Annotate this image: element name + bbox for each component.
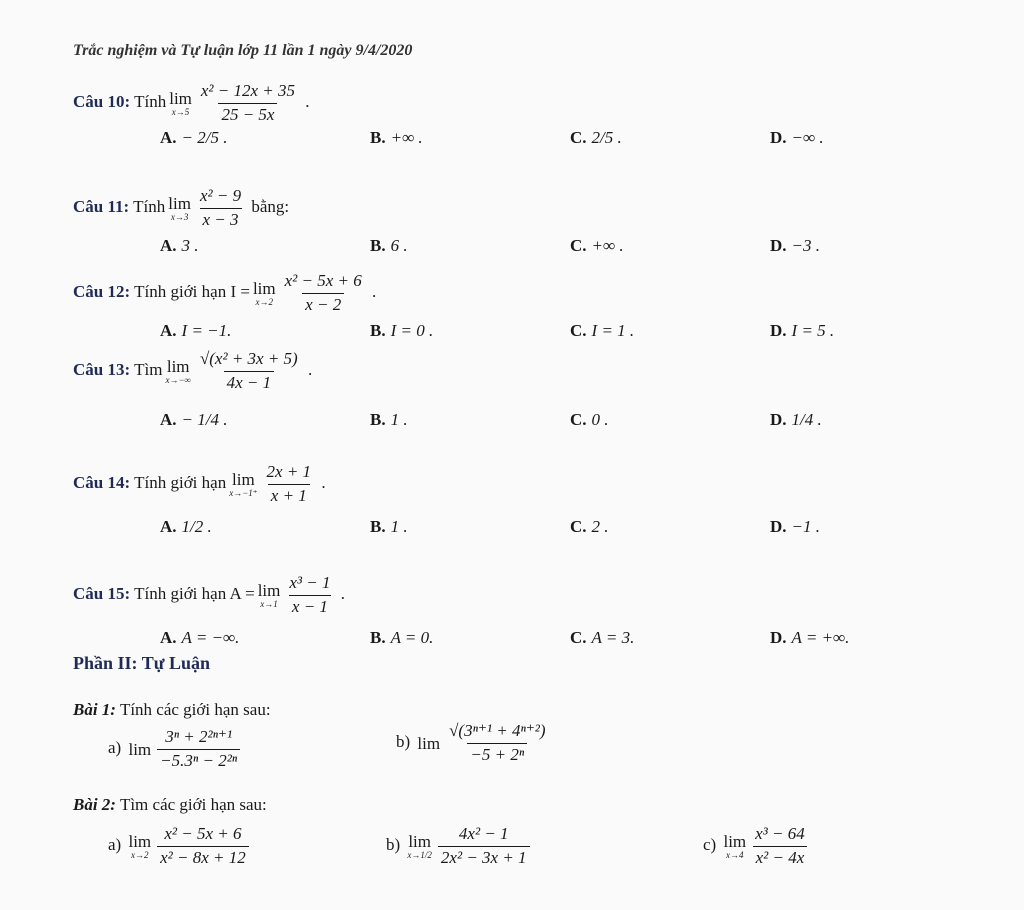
fraction bbox=[286, 574, 333, 616]
option-value: −3 . bbox=[791, 236, 821, 255]
question-text: Tính giới hạn I = bbox=[134, 282, 250, 302]
option-key: D. bbox=[770, 410, 787, 429]
bai-2-c bbox=[703, 825, 811, 867]
numerator: 2x + 1 bbox=[266, 462, 312, 481]
lim-subscript: x→−1⁺ bbox=[229, 487, 258, 498]
question-label: Câu 15: bbox=[73, 584, 131, 604]
lim-subscript: x→2 bbox=[131, 849, 149, 860]
option-b[interactable] bbox=[370, 321, 433, 341]
option-b[interactable] bbox=[370, 517, 408, 537]
question-tail: . bbox=[301, 92, 310, 112]
question-label: Câu 11: bbox=[73, 197, 130, 217]
lim-subscript: x→3 bbox=[170, 211, 189, 222]
lim-word: lim bbox=[257, 580, 281, 600]
lim-subscript: x→4 bbox=[726, 849, 744, 860]
bai-2-a bbox=[108, 825, 252, 867]
limit-operator bbox=[128, 741, 151, 758]
option-key: A. bbox=[160, 517, 177, 536]
denominator: x² − 4x bbox=[753, 846, 808, 868]
limit-operator bbox=[229, 471, 257, 498]
bai-2-b bbox=[386, 825, 533, 867]
bai-1-heading: Bài 1: Tính các giới hạn sau: bbox=[73, 700, 271, 719]
option-d[interactable] bbox=[770, 517, 820, 537]
question-tail: . bbox=[367, 282, 377, 302]
option-key: A. bbox=[160, 128, 177, 147]
option-value: +∞ . bbox=[591, 236, 624, 255]
fraction bbox=[264, 463, 315, 505]
limit-operator bbox=[168, 195, 191, 222]
denominator: x + 1 bbox=[268, 484, 310, 506]
lim-subscript: x→5 bbox=[171, 106, 190, 117]
question-label: Câu 13: bbox=[73, 360, 131, 380]
option-key: C. bbox=[570, 410, 587, 429]
item-key: a) bbox=[108, 738, 126, 758]
bai-2-heading: Bài 2: Tìm các giới hạn sau: bbox=[73, 795, 267, 814]
denominator: 4x − 1 bbox=[224, 371, 275, 393]
question-15 bbox=[73, 574, 345, 616]
fraction bbox=[752, 825, 808, 867]
numerator: √(x² + 3x + 5) bbox=[199, 349, 298, 368]
numerator: x³ − 64 bbox=[755, 824, 805, 843]
fraction bbox=[197, 350, 301, 392]
option-c[interactable] bbox=[570, 321, 634, 341]
question-label: Câu 10: bbox=[73, 92, 131, 112]
option-value: 0 . bbox=[591, 410, 609, 429]
fraction bbox=[157, 825, 249, 867]
option-key: D. bbox=[770, 628, 787, 647]
option-b[interactable] bbox=[370, 628, 433, 648]
option-key: B. bbox=[370, 628, 386, 647]
lim-subscript: x→1/2 bbox=[407, 849, 432, 860]
lim-word: lim bbox=[166, 356, 190, 376]
option-d[interactable] bbox=[770, 236, 820, 256]
document-header: Trắc nghiệm và Tự luận lớp 11 lần 1 ngày 9/4/2020 bbox=[73, 42, 413, 59]
item-key: b) bbox=[396, 732, 415, 752]
question-tail: . bbox=[317, 473, 326, 493]
option-b[interactable] bbox=[370, 128, 423, 148]
option-key: A. bbox=[160, 410, 177, 429]
denominator: 25 − 5x bbox=[218, 103, 277, 125]
denominator: −5.3ⁿ − 2²ⁿ bbox=[157, 749, 240, 771]
option-d[interactable] bbox=[770, 628, 849, 648]
option-a[interactable] bbox=[160, 236, 199, 256]
option-value: 1 . bbox=[390, 410, 408, 429]
limit-operator bbox=[258, 582, 281, 609]
part-2-title: Phần II: Tự Luận bbox=[73, 653, 211, 673]
question-text: Tính giới hạn bbox=[134, 473, 227, 493]
denominator: 2x² − 3x + 1 bbox=[438, 846, 530, 868]
numerator: x² − 9 bbox=[199, 186, 242, 205]
numerator: x² − 5x + 6 bbox=[284, 271, 362, 290]
option-a[interactable] bbox=[160, 410, 227, 430]
option-value: 1 . bbox=[390, 517, 408, 536]
option-value: A = 3. bbox=[591, 628, 635, 647]
question-10 bbox=[73, 82, 310, 124]
lim-word: lim bbox=[168, 193, 191, 213]
question-12 bbox=[73, 272, 376, 314]
option-a[interactable] bbox=[160, 517, 212, 537]
option-key: D. bbox=[770, 517, 787, 536]
option-d[interactable] bbox=[770, 410, 822, 430]
question-label: Câu 14: bbox=[73, 473, 131, 493]
lim-subscript: x→2 bbox=[255, 296, 274, 307]
option-value: I = 0 . bbox=[390, 321, 434, 340]
lim-subscript: x→1 bbox=[260, 598, 278, 609]
option-key: A. bbox=[160, 321, 177, 340]
numerator: x³ − 1 bbox=[289, 573, 331, 592]
denominator: x − 2 bbox=[302, 293, 344, 315]
option-c[interactable] bbox=[570, 517, 609, 537]
question-label: Câu 12: bbox=[73, 282, 131, 302]
denominator: x² − 8x + 12 bbox=[157, 846, 249, 868]
option-value: 2 . bbox=[591, 517, 609, 536]
option-key: B. bbox=[370, 517, 386, 536]
lim-word: lim bbox=[128, 831, 152, 851]
numerator: √(3ⁿ⁺¹ + 4ⁿ⁺²) bbox=[449, 721, 546, 740]
option-c[interactable] bbox=[570, 236, 624, 256]
option-key: C. bbox=[570, 628, 587, 647]
limit-operator bbox=[253, 280, 276, 307]
limit-operator bbox=[407, 833, 432, 860]
option-value: A = +∞. bbox=[791, 628, 850, 647]
question-tail: . bbox=[336, 584, 345, 604]
fraction bbox=[197, 187, 244, 229]
option-key: B. bbox=[370, 128, 386, 147]
option-value: I = 5 . bbox=[791, 321, 835, 340]
option-a[interactable] bbox=[160, 321, 231, 341]
option-value: A = 0. bbox=[390, 628, 434, 647]
option-value: 3 . bbox=[181, 236, 199, 255]
option-key: B. bbox=[370, 321, 386, 340]
option-key: C. bbox=[570, 321, 587, 340]
question-tail: . bbox=[303, 360, 313, 380]
option-c[interactable] bbox=[570, 628, 634, 648]
numerator: 3ⁿ + 2²ⁿ⁺¹ bbox=[165, 727, 233, 746]
denominator: x − 3 bbox=[200, 208, 242, 230]
option-value: A = −∞. bbox=[181, 628, 240, 647]
item-key: b) bbox=[386, 835, 405, 855]
option-key: A. bbox=[160, 628, 177, 647]
option-c[interactable] bbox=[570, 410, 609, 430]
option-key: B. bbox=[370, 236, 386, 255]
fraction bbox=[438, 825, 530, 867]
option-value: 1/4 . bbox=[791, 410, 822, 429]
option-value: +∞ . bbox=[390, 128, 423, 147]
option-value: 1/2 . bbox=[181, 517, 212, 536]
option-value: −1 . bbox=[791, 517, 821, 536]
bai-1-b bbox=[396, 722, 552, 764]
option-c[interactable] bbox=[570, 128, 622, 148]
lim-word: lim bbox=[417, 733, 441, 753]
limit-operator bbox=[128, 833, 151, 860]
limit-operator bbox=[417, 735, 440, 752]
option-key: A. bbox=[160, 236, 177, 255]
option-a[interactable] bbox=[160, 628, 239, 648]
option-value: 2/5 . bbox=[591, 128, 622, 147]
option-value: − 1/4 . bbox=[181, 410, 228, 429]
limit-operator bbox=[169, 90, 192, 117]
option-value: − 2/5 . bbox=[181, 128, 228, 147]
fraction bbox=[282, 272, 365, 314]
option-key: D. bbox=[770, 321, 787, 340]
question-13 bbox=[73, 350, 312, 392]
limit-operator bbox=[723, 833, 746, 860]
question-11 bbox=[73, 187, 289, 229]
option-value: −∞ . bbox=[791, 128, 824, 147]
option-value: I = −1. bbox=[181, 321, 232, 340]
question-text: Tìm bbox=[134, 360, 163, 380]
numerator: x² − 5x + 6 bbox=[164, 824, 242, 843]
option-key: C. bbox=[570, 128, 587, 147]
question-text: Tính giới hạn A = bbox=[134, 584, 255, 604]
option-d[interactable] bbox=[770, 321, 834, 341]
option-key: B. bbox=[370, 410, 386, 429]
limit-operator bbox=[165, 358, 190, 385]
numerator: 4x² − 1 bbox=[458, 824, 509, 843]
bai-1-a bbox=[108, 728, 243, 770]
option-b[interactable] bbox=[370, 236, 408, 256]
fraction bbox=[157, 728, 240, 770]
lim-word: lim bbox=[408, 831, 431, 851]
item-key: c) bbox=[703, 835, 721, 855]
question-tail: bằng: bbox=[247, 197, 290, 217]
option-a[interactable] bbox=[160, 128, 227, 148]
lim-subscript: x→−∞ bbox=[165, 374, 191, 385]
fraction bbox=[446, 722, 548, 764]
question-text: Tính bbox=[133, 197, 166, 217]
option-key: C. bbox=[570, 236, 587, 255]
lim-word: lim bbox=[723, 831, 747, 851]
denominator: x − 1 bbox=[289, 595, 331, 617]
option-value: I = 1 . bbox=[591, 321, 635, 340]
lim-word: lim bbox=[128, 739, 152, 759]
option-b[interactable] bbox=[370, 410, 408, 430]
numerator: x² − 12x + 35 bbox=[200, 81, 296, 100]
option-key: C. bbox=[570, 517, 587, 536]
option-key: D. bbox=[770, 128, 787, 147]
lim-word: lim bbox=[252, 278, 276, 298]
question-text: Tính bbox=[134, 92, 167, 112]
option-d[interactable] bbox=[770, 128, 824, 148]
lim-word: lim bbox=[232, 469, 255, 489]
item-key: a) bbox=[108, 835, 126, 855]
option-value: 6 . bbox=[390, 236, 408, 255]
fraction bbox=[198, 82, 298, 124]
denominator: −5 + 2ⁿ bbox=[467, 743, 527, 765]
lim-word: lim bbox=[169, 88, 192, 108]
option-key: D. bbox=[770, 236, 787, 255]
question-14 bbox=[73, 463, 326, 505]
